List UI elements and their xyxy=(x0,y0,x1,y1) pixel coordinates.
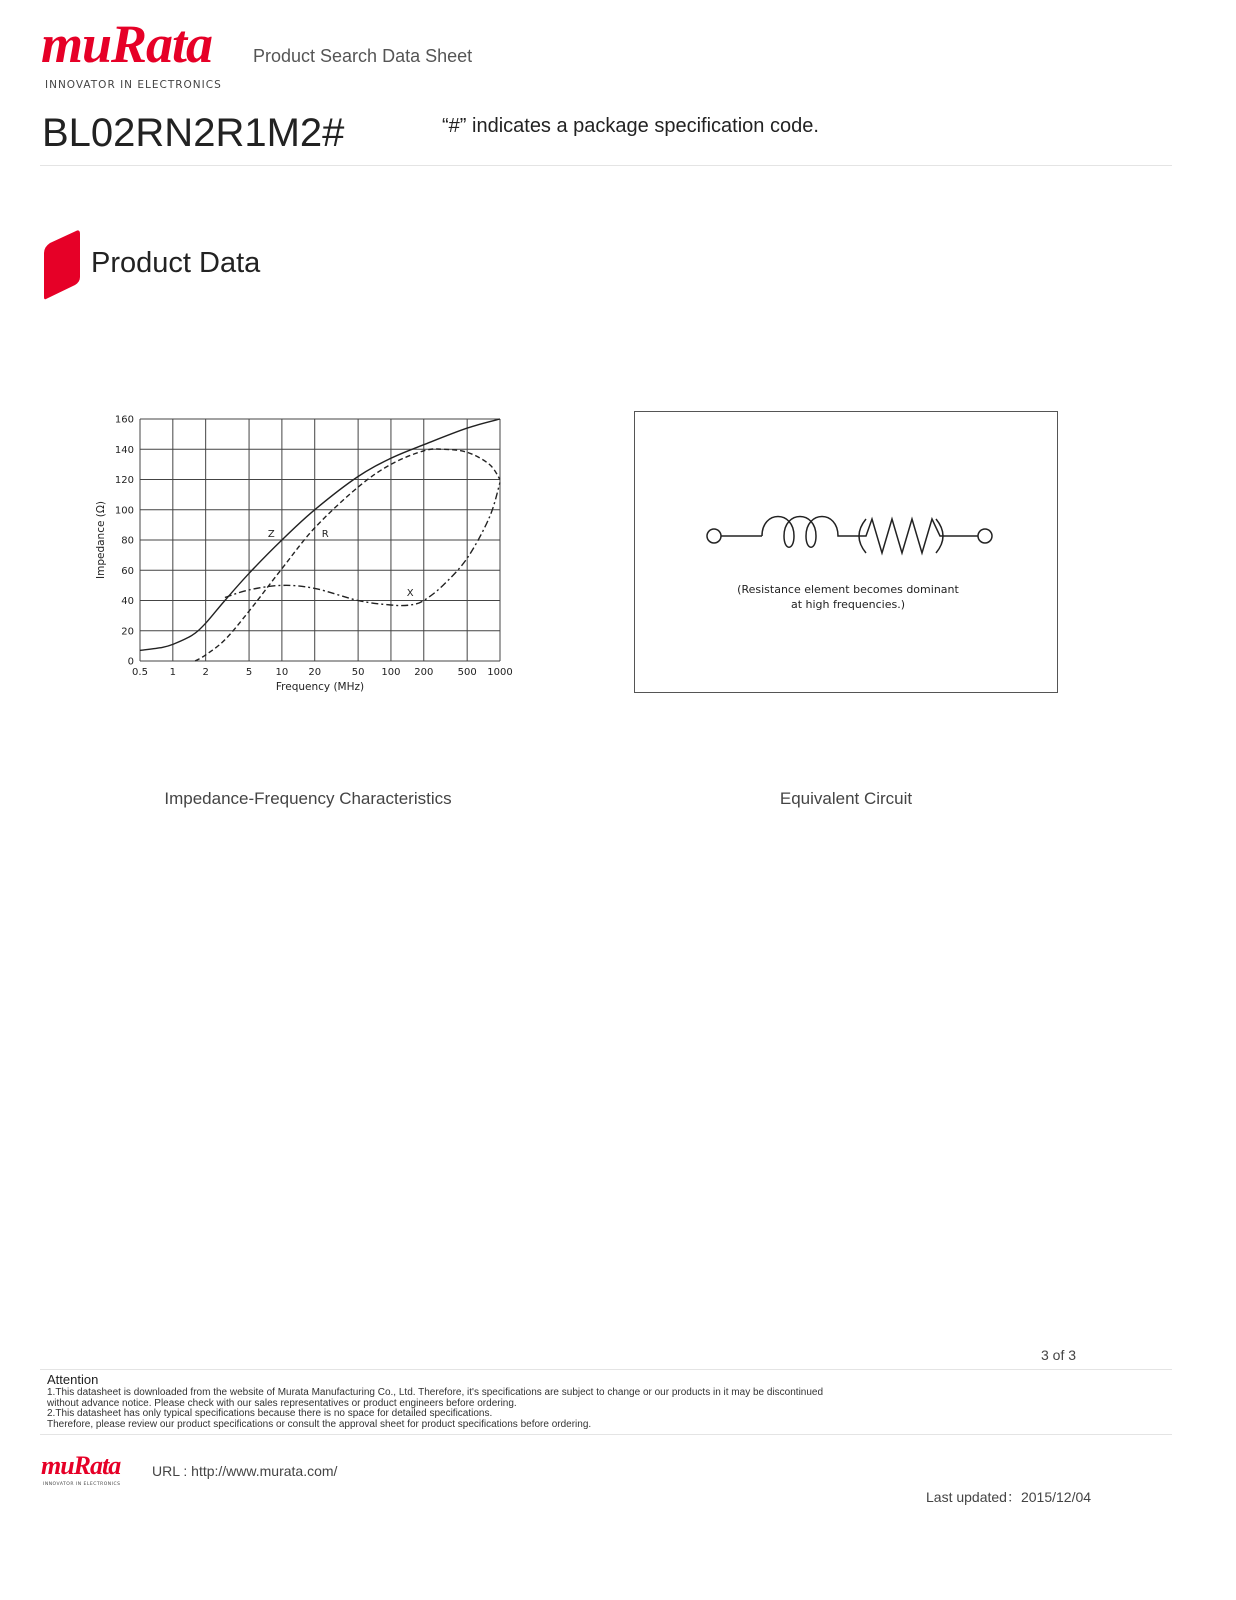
x-tick-label: 0.5 xyxy=(132,667,148,678)
series-z-line xyxy=(140,419,500,650)
inductor-symbol xyxy=(762,517,856,548)
package-note: “#” indicates a package specification code. xyxy=(442,115,819,137)
attention-line: 1.This datasheet is downloaded from the website of Murata Manufacturing Co., Ltd. Therefore, it's specifications are subject to change or our products in it may be discontinued xyxy=(47,1387,824,1398)
circuit-caption: Equivalent Circuit xyxy=(779,789,913,808)
curve-label-x: X xyxy=(406,587,414,599)
y-tick-label: 80 xyxy=(121,535,134,547)
x-tick-label: 50 xyxy=(351,667,365,678)
series-x-line xyxy=(225,483,500,606)
footer-divider-bottom xyxy=(40,1434,1172,1435)
y-tick-label: 20 xyxy=(121,626,134,638)
y-tick-label: 60 xyxy=(121,565,134,577)
chart-caption: Impedance-Frequency Characteristics xyxy=(164,789,452,808)
footer-divider-top xyxy=(40,1369,1172,1370)
terminal-right xyxy=(978,529,992,543)
murata-logo: muRata xyxy=(41,14,213,74)
x-tick-label: 2 xyxy=(202,667,209,678)
website-url[interactable]: URL : http://www.murata.com/ xyxy=(152,1463,338,1479)
y-tick-label: 0 xyxy=(127,656,134,668)
attention-line: Therefore, please review our product specifications or consult the approval sheet for product specifications before ordering. xyxy=(47,1418,592,1430)
resistor-symbol xyxy=(856,519,978,553)
series-r-line xyxy=(195,449,500,661)
y-tick-label: 160 xyxy=(114,414,134,426)
x-axis-label: Frequency (MHz) xyxy=(275,681,365,693)
footer-logo-tagline: INNOVATOR IN ELECTRONICS xyxy=(43,1482,121,1487)
x-tick-label: 500 xyxy=(457,667,477,678)
x-tick-label: 200 xyxy=(414,667,434,678)
attention-title: Attention xyxy=(47,1372,99,1387)
x-tick-label: 20 xyxy=(308,667,322,678)
y-tick-label: 120 xyxy=(114,475,134,486)
x-tick-label: 1 xyxy=(169,667,177,678)
attention-line: 2.This datasheet has only typical specifications because there is no space for detailed specifications. xyxy=(47,1408,493,1419)
last-updated: Last updated：2015/12/04 xyxy=(926,1489,1092,1505)
x-tick-label: 100 xyxy=(381,667,401,678)
header-divider xyxy=(40,165,1172,166)
terminal-left xyxy=(707,529,721,543)
circuit-note xyxy=(700,582,996,612)
curve-label-z: Z xyxy=(267,528,275,540)
y-axis-label: Impedance (Ω) xyxy=(95,501,107,579)
doc-title: Product Search Data Sheet xyxy=(253,46,473,66)
attention-block xyxy=(47,1388,823,1430)
footer-murata-logo: muRata xyxy=(41,1451,121,1480)
impedance-frequency-chart xyxy=(90,405,540,705)
circuit-note-line2: at high frequencies.) xyxy=(790,598,906,611)
attention-line: without advance notice. Please check with our sales representatives or product engineers before ordering. xyxy=(47,1397,517,1409)
equivalent-circuit-diagram xyxy=(700,505,1000,565)
section-title: Product Data xyxy=(91,247,261,279)
y-tick-label: 140 xyxy=(114,444,134,456)
y-tick-label: 40 xyxy=(121,596,134,607)
red-parallelogram-icon xyxy=(42,229,82,301)
part-number: BL02RN2R1M2# xyxy=(42,111,345,155)
x-tick-label: 1000 xyxy=(487,667,513,678)
x-tick-label: 5 xyxy=(245,667,253,678)
y-tick-label: 100 xyxy=(114,505,134,517)
logo-tagline: INNOVATOR IN ELECTRONICS xyxy=(45,79,222,91)
page-indicator: 3 of 3 xyxy=(1041,1347,1077,1363)
curve-label-r: R xyxy=(321,528,329,540)
x-tick-label: 10 xyxy=(275,667,289,678)
circuit-note-line1: (Resistance element becomes dominant xyxy=(737,583,959,596)
